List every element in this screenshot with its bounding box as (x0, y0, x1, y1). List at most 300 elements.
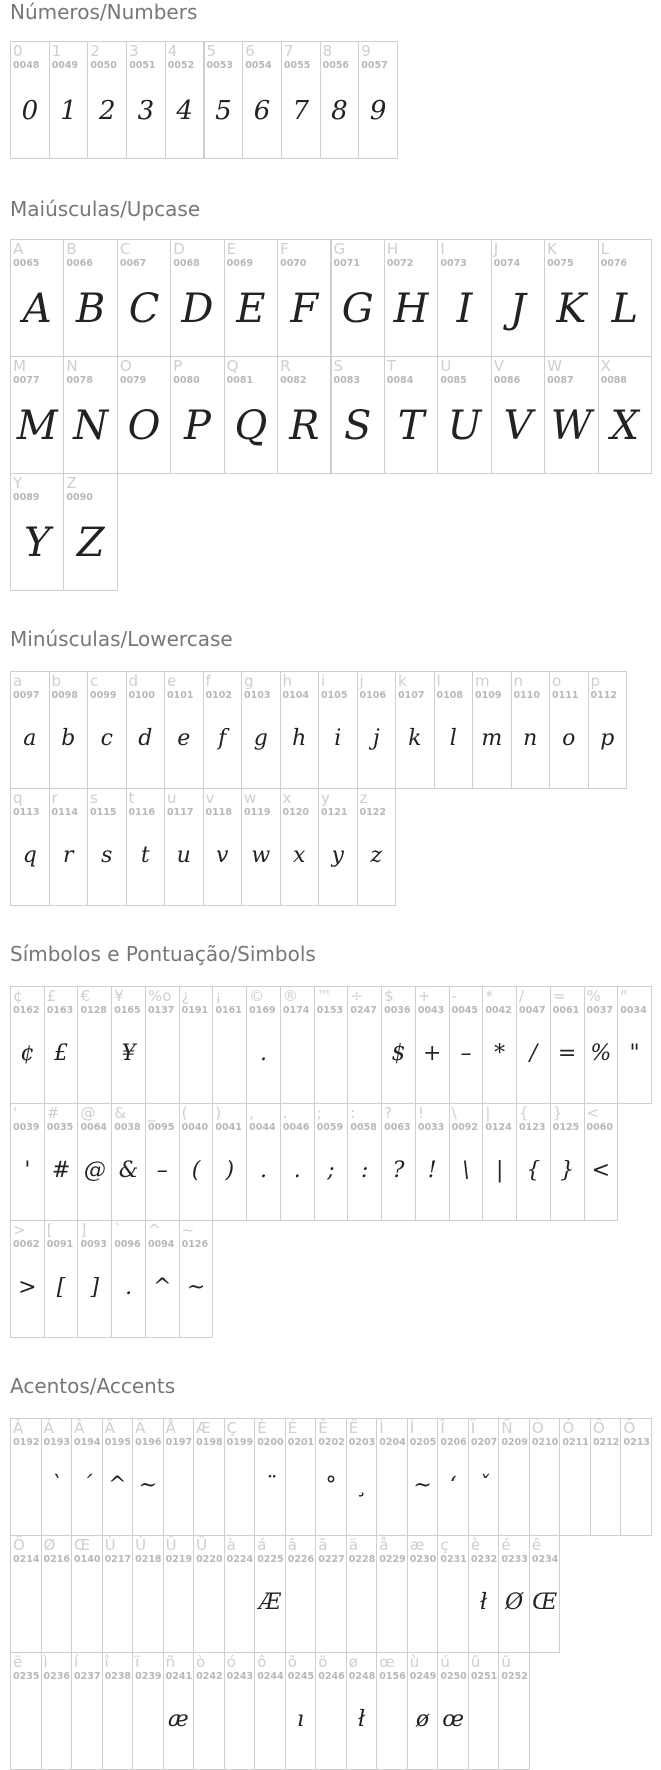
glyph-sample: r (62, 843, 74, 868)
glyph-cell (41, 1418, 73, 1536)
glyph-cell (331, 356, 385, 474)
character-label: í (74, 1653, 79, 1671)
glyph-sample: Z (76, 520, 105, 566)
glyph-cell (165, 41, 205, 159)
glyph-sample: A (22, 286, 52, 332)
character-label: W (547, 357, 562, 375)
character-code: 0235 (13, 1671, 40, 1682)
character-code: 0072 (386, 258, 414, 269)
character-code: 0192 (13, 1437, 40, 1448)
character-code: 0234 (531, 1554, 559, 1565)
character-code: 0195 (104, 1437, 132, 1448)
character-label: i (321, 672, 326, 690)
character-code: 0042 (485, 1005, 512, 1016)
glyph-sample: ' (24, 1158, 31, 1183)
character-code: 0120 (282, 807, 309, 818)
character-label: j (359, 672, 364, 690)
character-code: 0243 (226, 1671, 254, 1682)
character-label: u (167, 789, 177, 807)
glyph-cell (44, 1220, 79, 1338)
glyph-cell (511, 671, 551, 789)
glyph-sample: – (156, 1158, 168, 1183)
character-code: 0068 (173, 258, 200, 269)
character-code: 0067 (119, 258, 147, 269)
glyph-cell (529, 1535, 561, 1653)
glyph-cell (10, 986, 45, 1104)
character-code: 0091 (46, 1239, 74, 1250)
character-label: Î (440, 1419, 445, 1437)
glyph-cell (407, 1535, 439, 1653)
glyph-cell (170, 356, 224, 474)
character-label: Ú (135, 1536, 147, 1554)
character-label: õ (287, 1653, 297, 1671)
character-label: h (282, 672, 293, 690)
character-label: Ï (470, 1419, 476, 1437)
character-code: 0056 (322, 60, 350, 71)
character-code: 0247 (350, 1005, 377, 1016)
character-code: 0062 (13, 1239, 40, 1250)
character-code: 0087 (547, 375, 574, 386)
glyph-cell (314, 986, 349, 1104)
character-code: 0104 (282, 690, 309, 701)
character-code: 0252 (501, 1671, 528, 1682)
character-code: 0205 (409, 1437, 437, 1448)
character-code: 0209 (501, 1437, 528, 1448)
glyph-cell (357, 671, 397, 789)
character-code: 0071 (333, 258, 360, 269)
glyph-cell (63, 356, 117, 474)
glyph-sample: z (370, 843, 383, 868)
character-label: < (586, 1104, 600, 1122)
glyph-sample: 7 (292, 96, 309, 126)
character-code: 0064 (80, 1122, 107, 1133)
character-code: 0118 (205, 807, 232, 818)
glyph-sample: ? (392, 1158, 405, 1183)
glyph-sample: ^ (153, 1275, 172, 1300)
glyph-cell (498, 1652, 530, 1770)
character-label: ~ (181, 1221, 195, 1239)
character-label: € (80, 987, 91, 1005)
character-label: Z (66, 474, 77, 492)
character-code: 0204 (379, 1437, 406, 1448)
character-code: 0117 (167, 807, 194, 818)
character-code: 0123 (519, 1122, 546, 1133)
character-code: 0238 (104, 1671, 132, 1682)
character-label: > (13, 1221, 26, 1239)
glyph-sample: u (176, 843, 191, 868)
character-label: A (13, 240, 24, 258)
glyph-sample: a (23, 726, 37, 751)
glyph-cell (164, 671, 204, 789)
character-label: ù (409, 1653, 420, 1671)
glyph-sample: x (293, 843, 306, 868)
glyph-cell (132, 1652, 164, 1770)
character-code: 0099 (90, 690, 117, 701)
character-code: 0246 (318, 1671, 345, 1682)
character-code: 0043 (417, 1005, 445, 1016)
glyph-cell (415, 1103, 450, 1221)
glyph-cell (102, 1652, 134, 1770)
glyph-sample: Æ (258, 1590, 281, 1615)
glyph-cell (254, 1418, 286, 1536)
glyph-sample: { (526, 1158, 541, 1183)
glyph-sample: 9 (369, 96, 387, 126)
glyph-sample: œ (442, 1707, 464, 1732)
glyph-cell (44, 1103, 79, 1221)
character-code: 0095 (147, 1122, 175, 1133)
glyph-sample: + (422, 1041, 442, 1066)
glyph-sample: ø (415, 1707, 430, 1732)
character-label: @ (80, 1104, 96, 1122)
character-label: ! (417, 1104, 424, 1122)
character-label: M (13, 357, 26, 375)
character-code: 0092 (451, 1122, 479, 1133)
glyph-cell (41, 1535, 73, 1653)
glyph-sample: i (334, 726, 342, 751)
character-label: d (128, 672, 139, 690)
character-label: " (620, 987, 628, 1005)
glyph-cell (434, 671, 474, 789)
glyph-cell (491, 239, 545, 357)
character-label: 8 (322, 42, 333, 60)
glyph-sample: ] (90, 1275, 100, 1300)
character-label: ¥ (114, 987, 124, 1005)
character-code: 0248 (348, 1671, 376, 1682)
glyph-cell (179, 1103, 214, 1221)
character-label: Ó (562, 1419, 575, 1437)
glyph-sample: > (18, 1275, 37, 1300)
character-label: ï (135, 1653, 140, 1671)
glyph-cell (193, 1535, 225, 1653)
glyph-cell (224, 1535, 256, 1653)
character-label: L (600, 240, 609, 258)
glyph-cell (407, 1418, 439, 1536)
glyph-cell (10, 239, 64, 357)
character-code: 0201 (287, 1437, 315, 1448)
section-title: Maiúsculas/Upcase (10, 197, 201, 221)
character-code: 0106 (359, 690, 386, 701)
character-code: 0249 (409, 1671, 437, 1682)
glyph-cell (498, 1418, 530, 1536)
glyph-sample: 4 (176, 96, 193, 126)
character-code: 0041 (215, 1122, 242, 1133)
character-code: 0218 (135, 1554, 162, 1565)
character-label: X (600, 357, 611, 375)
character-label: # (46, 1104, 60, 1122)
glyph-cell (544, 356, 598, 474)
glyph-cell (10, 1652, 42, 1770)
glyph-sample: U (447, 403, 482, 449)
glyph-sample: M (16, 403, 58, 449)
character-code: 0203 (348, 1437, 376, 1448)
glyph-cell (529, 1418, 561, 1536)
glyph-cell (193, 1652, 225, 1770)
character-label: v (205, 789, 215, 807)
glyph-cell (318, 788, 358, 906)
glyph-sample: = (557, 1041, 577, 1066)
glyph-cell (111, 986, 146, 1104)
glyph-sample: . (293, 1158, 301, 1183)
character-code: 0125 (552, 1122, 580, 1133)
section-title: Minúsculas/Lowercase (10, 627, 233, 651)
character-label: Ã (104, 1419, 115, 1437)
character-label: { (519, 1104, 529, 1122)
glyph-sample: 0 (21, 96, 39, 126)
character-label: ë (13, 1653, 23, 1671)
character-code: 0250 (440, 1671, 467, 1682)
glyph-sample: 8 (331, 96, 348, 126)
glyph-sample: k (408, 726, 422, 751)
glyph-sample: j (372, 726, 380, 751)
character-label: Â (74, 1419, 85, 1437)
character-code: 0169 (249, 1005, 276, 1016)
character-code: 0065 (13, 258, 40, 269)
character-label: q (13, 789, 23, 807)
character-code: 0165 (114, 1005, 141, 1016)
glyph-sample: < (591, 1158, 611, 1183)
character-code: 0116 (128, 807, 155, 818)
glyph-cell (49, 671, 89, 789)
character-code: 0080 (173, 375, 200, 386)
glyph-sample: c (100, 726, 113, 751)
glyph-cell (315, 1535, 347, 1653)
character-label: 2 (90, 42, 100, 60)
character-label: & (114, 1104, 126, 1122)
character-code: 0081 (226, 375, 254, 386)
glyph-sample: 6 (253, 96, 271, 126)
glyph-sample: l (449, 726, 457, 751)
glyph-cell (620, 1418, 652, 1536)
glyph-sample: " (629, 1041, 640, 1066)
character-label: © (249, 987, 265, 1005)
glyph-sample: æ (168, 1707, 189, 1732)
glyph-sample: b (61, 726, 76, 751)
character-label: x (282, 789, 292, 807)
character-code: 0096 (114, 1239, 141, 1250)
character-label: m (475, 672, 490, 690)
character-code: 0058 (350, 1122, 377, 1133)
character-label: Å (165, 1419, 176, 1437)
glyph-sample: J (509, 286, 526, 332)
glyph-cell (437, 1652, 469, 1770)
character-label: ì (43, 1653, 48, 1671)
glyph-sample: ‘ (449, 1473, 457, 1498)
glyph-cell (315, 1652, 347, 1770)
character-label: Ê (318, 1419, 328, 1437)
character-label: Æ (196, 1419, 211, 1437)
glyph-cell (179, 986, 214, 1104)
glyph-cell (204, 41, 244, 159)
glyph-sample: – (460, 1041, 472, 1066)
character-label: p (590, 672, 601, 690)
character-label: n (513, 672, 524, 690)
glyph-sample: % (590, 1041, 612, 1066)
character-label: Í (409, 1419, 415, 1437)
glyph-cell (285, 1418, 317, 1536)
character-label: æ (409, 1536, 425, 1554)
character-label: C (119, 240, 131, 258)
character-label: * (485, 987, 493, 1005)
character-code: 0097 (13, 690, 40, 701)
glyph-cell (224, 1652, 256, 1770)
glyph-sample: . (125, 1275, 133, 1300)
glyph-cell (381, 986, 416, 1104)
character-label: R (280, 357, 291, 375)
glyph-sample: & (118, 1158, 139, 1183)
character-label: ó (226, 1653, 236, 1671)
character-label: + (417, 987, 431, 1005)
character-label: è (470, 1536, 481, 1554)
character-label: Û (165, 1536, 177, 1554)
character-code: 0228 (348, 1554, 376, 1565)
character-label: $ (384, 987, 394, 1005)
glyph-cell (437, 356, 491, 474)
character-code: 0239 (135, 1671, 162, 1682)
character-code: 0230 (409, 1554, 437, 1565)
glyph-cell (77, 986, 112, 1104)
glyph-sample: 1 (60, 96, 77, 126)
glyph-cell (415, 986, 450, 1104)
glyph-sample: d (138, 726, 153, 751)
glyph-sample: £ (54, 1041, 69, 1066)
character-label: ö (318, 1653, 328, 1671)
character-label: \ (451, 1104, 457, 1122)
glyph-cell (10, 1220, 45, 1338)
character-code: 0226 (287, 1554, 315, 1565)
character-code: 0227 (318, 1554, 345, 1565)
character-code: 0200 (257, 1437, 284, 1448)
glyph-sample: o (562, 726, 576, 751)
character-label: | (485, 1104, 491, 1122)
glyph-cell (516, 986, 551, 1104)
glyph-cell (163, 1652, 195, 1770)
glyph-cell (280, 788, 320, 906)
glyph-cell (102, 1535, 134, 1653)
character-code: 0140 (74, 1554, 101, 1565)
glyph-cell (468, 1535, 500, 1653)
glyph-cell (449, 986, 484, 1104)
character-code: 0070 (280, 258, 307, 269)
character-code: 0241 (165, 1671, 193, 1682)
character-code: 0113 (13, 807, 40, 818)
character-code: 0210 (531, 1437, 559, 1448)
glyph-cell (280, 986, 315, 1104)
glyph-cell (285, 1535, 317, 1653)
character-code: 0084 (386, 375, 414, 386)
glyph-sample: n (523, 726, 538, 751)
glyph-sample: w (251, 843, 271, 868)
glyph-sample: p (600, 726, 615, 751)
glyph-sample: Œ (532, 1590, 558, 1615)
glyph-cell (132, 1535, 164, 1653)
character-code: 0212 (592, 1437, 620, 1448)
character-code: 0194 (74, 1437, 101, 1448)
character-label: , (249, 1104, 254, 1122)
character-code: 0089 (13, 492, 40, 503)
glyph-cell (549, 671, 589, 789)
character-label: _ (147, 1104, 156, 1122)
character-label: Ë (348, 1419, 359, 1437)
glyph-cell (10, 1418, 42, 1536)
glyph-cell (407, 1652, 439, 1770)
glyph-cell (224, 239, 278, 357)
character-label: y (321, 789, 330, 807)
character-code: 0074 (493, 258, 521, 269)
character-code: 0059 (316, 1122, 344, 1133)
glyph-sample: K (556, 286, 587, 332)
character-label: F (280, 240, 289, 258)
character-code: 0105 (321, 690, 348, 701)
character-code: 0162 (13, 1005, 40, 1016)
character-code: 0115 (90, 807, 117, 818)
glyph-cell (44, 986, 79, 1104)
glyph-cell (254, 1652, 286, 1770)
character-code: 0057 (361, 60, 388, 71)
character-code: 0048 (13, 60, 40, 71)
glyph-cell (482, 1103, 517, 1221)
glyph-sample: ¨ (264, 1473, 276, 1498)
glyph-sample: Y (24, 520, 51, 566)
glyph-sample: s (101, 843, 113, 868)
glyph-cell (346, 1652, 378, 1770)
character-label: 7 (283, 42, 294, 60)
glyph-sample: @ (83, 1158, 106, 1183)
glyph-cell (584, 1103, 619, 1221)
glyph-sample: # (51, 1158, 71, 1183)
glyph-cell (117, 239, 171, 357)
character-label: r (51, 789, 58, 807)
glyph-sample: O (127, 403, 161, 449)
character-label: Ì (379, 1419, 384, 1437)
character-label: / (519, 987, 525, 1005)
glyph-sample: T (397, 403, 425, 449)
glyph-cell (437, 1418, 469, 1536)
glyph-cell (10, 41, 50, 159)
character-code: 0199 (226, 1437, 254, 1448)
glyph-cell (242, 41, 282, 159)
glyph-sample: ł (357, 1707, 366, 1732)
character-label: Ö (13, 1536, 25, 1554)
glyph-cell (437, 239, 491, 357)
glyph-cell (357, 788, 397, 906)
glyph-cell (347, 1103, 382, 1221)
glyph-sample: ^ (108, 1473, 127, 1498)
glyph-sample: q (22, 843, 37, 868)
character-code: 0069 (226, 258, 254, 269)
character-label: . (282, 1104, 288, 1122)
glyph-sample: Ø (505, 1590, 524, 1615)
character-label: À (13, 1419, 24, 1437)
glyph-cell (376, 1535, 408, 1653)
character-code: 0061 (552, 1005, 580, 1016)
glyph-sample: ` (50, 1473, 62, 1498)
glyph-cell (241, 671, 281, 789)
character-code: 0119 (244, 807, 271, 818)
glyph-sample: D (181, 286, 214, 332)
section-title: Símbolos e Pontuação/Simbols (10, 942, 316, 966)
glyph-sample: m (481, 726, 503, 751)
character-code: 0102 (205, 690, 232, 701)
glyph-cell (87, 788, 127, 906)
character-label: Ñ (501, 1419, 513, 1437)
glyph-sample: t (140, 843, 150, 868)
glyph-cell (544, 239, 598, 357)
glyph-sample: 5 (215, 96, 232, 126)
character-label: G (333, 240, 346, 258)
glyph-sample: H (393, 286, 429, 332)
character-code: 0163 (46, 1005, 74, 1016)
character-label: ø (348, 1653, 358, 1671)
